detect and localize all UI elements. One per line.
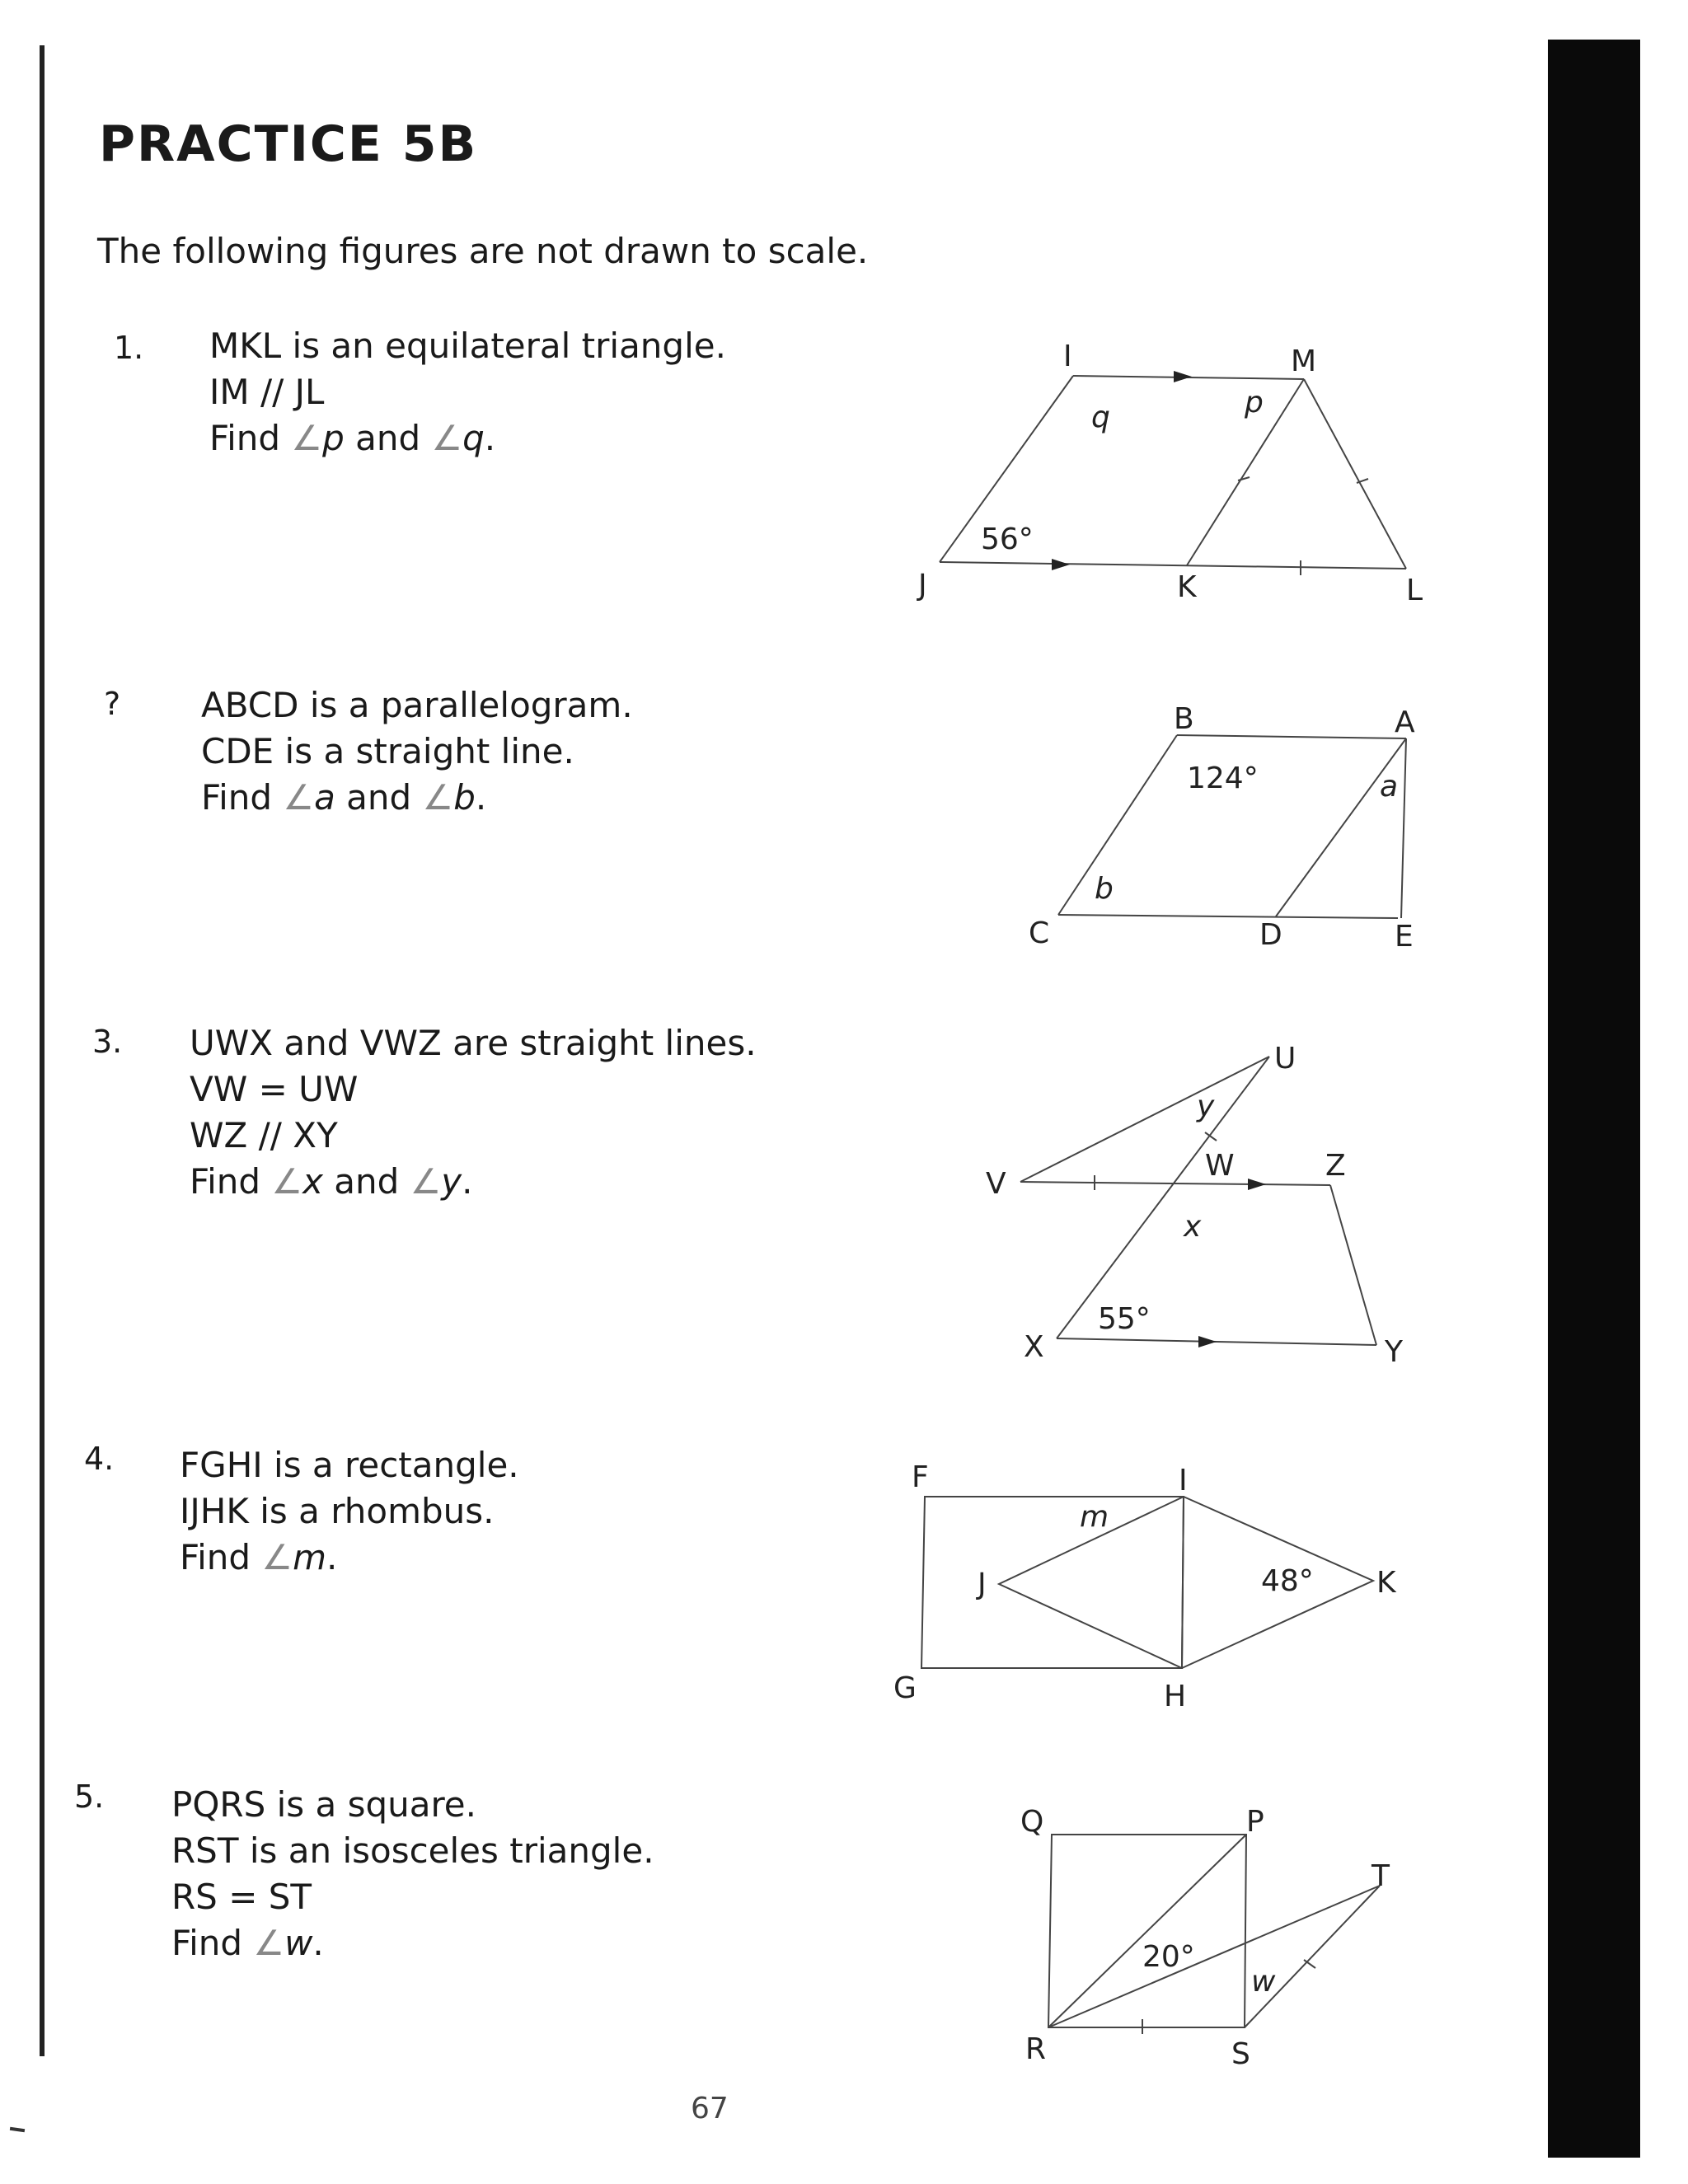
- segment-BA: [1177, 735, 1406, 738]
- angle-icon: ∠: [283, 777, 315, 818]
- problem-line: IM // JL: [209, 372, 325, 412]
- parallel-arrow-icon: [1198, 1336, 1217, 1347]
- segment-ML: [1304, 379, 1406, 569]
- label-q: q: [1091, 401, 1110, 434]
- figure-5-square-triangle: [1020, 1805, 1390, 2071]
- figure-1-trapezium: [917, 340, 1423, 607]
- problem-line: MKL is an equilateral triangle.: [209, 326, 726, 366]
- angle-icon: ∠: [261, 1537, 293, 1577]
- segment-BC: [1058, 735, 1177, 915]
- label-W: W: [1205, 1149, 1235, 1183]
- label-H: H: [1164, 1680, 1187, 1713]
- problem-find: Find ∠m.: [180, 1537, 338, 1577]
- label-Q: Q: [1020, 1805, 1044, 1839]
- label-F: F: [912, 1460, 929, 1494]
- label-A: A: [1395, 705, 1415, 739]
- label-C: C: [1029, 916, 1050, 950]
- label-w: w: [1251, 1965, 1276, 1999]
- page-number: 67: [691, 2092, 729, 2125]
- angle-20: 20°: [1142, 1940, 1195, 1974]
- angle-124: 124°: [1187, 762, 1259, 795]
- label-a: a: [1380, 770, 1399, 804]
- label-L: L: [1406, 574, 1423, 607]
- label-p: p: [1245, 386, 1264, 419]
- problem-number: 5.: [74, 1779, 105, 1815]
- parallel-arrow-icon: [1052, 559, 1070, 570]
- problem-line: FGHI is a rectangle.: [180, 1445, 519, 1485]
- label-K: K: [1376, 1566, 1396, 1600]
- problem-find: Find ∠a and ∠b.: [201, 777, 487, 818]
- label-Y: Y: [1385, 1335, 1403, 1369]
- label-G: G: [893, 1671, 917, 1705]
- label-y: y: [1197, 1090, 1215, 1123]
- label-J: J: [918, 569, 927, 602]
- label-E: E: [1395, 920, 1414, 954]
- intro-text: The following figures are not drawn to scale.: [97, 231, 869, 271]
- rectangle-FGHI: [921, 1497, 1184, 1668]
- segment-UX: [1057, 1057, 1269, 1338]
- segment-ST: [1245, 1886, 1380, 2027]
- problem-line: RST is an isosceles triangle.: [171, 1830, 654, 1871]
- label-K: K: [1177, 570, 1197, 604]
- problem-find: Find ∠w.: [171, 1923, 324, 1963]
- figure-4-rectangle-rhombus: [893, 1460, 1397, 1713]
- problem-line: VW = UW: [190, 1069, 359, 1109]
- problem-number: 3.: [92, 1024, 123, 1060]
- angle-48: 48°: [1261, 1564, 1314, 1598]
- segment-AD: [1276, 738, 1406, 916]
- label-R: R: [1025, 2032, 1047, 2066]
- angle-icon: ∠: [431, 418, 463, 458]
- diagonal-PR: [1048, 1835, 1246, 2027]
- label-B: B: [1174, 702, 1194, 736]
- problem-number: ?: [104, 686, 121, 722]
- problem-line: UWX and VWZ are straight lines.: [190, 1023, 757, 1063]
- problem-line: IJHK is a rhombus.: [180, 1491, 495, 1531]
- segment-AE: [1401, 738, 1406, 918]
- label-I: I: [1179, 1464, 1188, 1497]
- problem-number: 4.: [84, 1441, 115, 1477]
- label-P: P: [1246, 1805, 1264, 1839]
- label-T: T: [1372, 1859, 1390, 1893]
- segment-JL: [940, 562, 1406, 569]
- angle-icon: ∠: [253, 1923, 285, 1963]
- parallel-arrow-icon: [1248, 1179, 1266, 1190]
- angle-icon: ∠: [422, 777, 454, 818]
- segment-CE: [1058, 915, 1398, 918]
- label-D: D: [1259, 918, 1282, 952]
- parallel-arrow-icon: [1174, 371, 1192, 382]
- figure-2-parallelogram: [1029, 702, 1415, 954]
- figure-3-lines: [986, 1042, 1404, 1369]
- label-V: V: [986, 1167, 1006, 1201]
- label-I: I: [1063, 340, 1072, 373]
- segment-RT: [1048, 1886, 1380, 2027]
- angle-56: 56°: [981, 523, 1034, 556]
- segment-IH: [1182, 1497, 1184, 1668]
- label-J: J: [978, 1568, 987, 1601]
- equal-tick-icon: [1238, 477, 1250, 480]
- angle-icon: ∠: [271, 1161, 303, 1202]
- label-M: M: [1291, 344, 1317, 378]
- problem-number: 1.: [114, 330, 144, 366]
- problem-line: PQRS is a square.: [171, 1784, 477, 1825]
- label-X: X: [1024, 1330, 1044, 1364]
- segment-ZY: [1330, 1185, 1376, 1345]
- angle-55: 55°: [1098, 1302, 1151, 1336]
- problem-find: Find ∠x and ∠y.: [190, 1161, 473, 1202]
- label-m: m: [1080, 1500, 1109, 1534]
- label-U: U: [1274, 1042, 1296, 1076]
- angle-icon: ∠: [410, 1161, 442, 1202]
- angle-icon: ∠: [291, 418, 323, 458]
- problem-line: WZ // XY: [190, 1115, 338, 1155]
- problem-line: RS = ST: [171, 1877, 312, 1917]
- problem-line: CDE is a straight line.: [201, 731, 574, 771]
- page-title: PRACTICE 5B: [99, 115, 478, 173]
- label-x: x: [1184, 1210, 1202, 1244]
- problem-line: ABCD is a parallelogram.: [201, 685, 633, 725]
- label-Z: Z: [1325, 1149, 1346, 1183]
- problem-find: Find ∠p and ∠q.: [209, 418, 496, 458]
- label-S: S: [1231, 2037, 1250, 2071]
- label-b: b: [1095, 872, 1114, 906]
